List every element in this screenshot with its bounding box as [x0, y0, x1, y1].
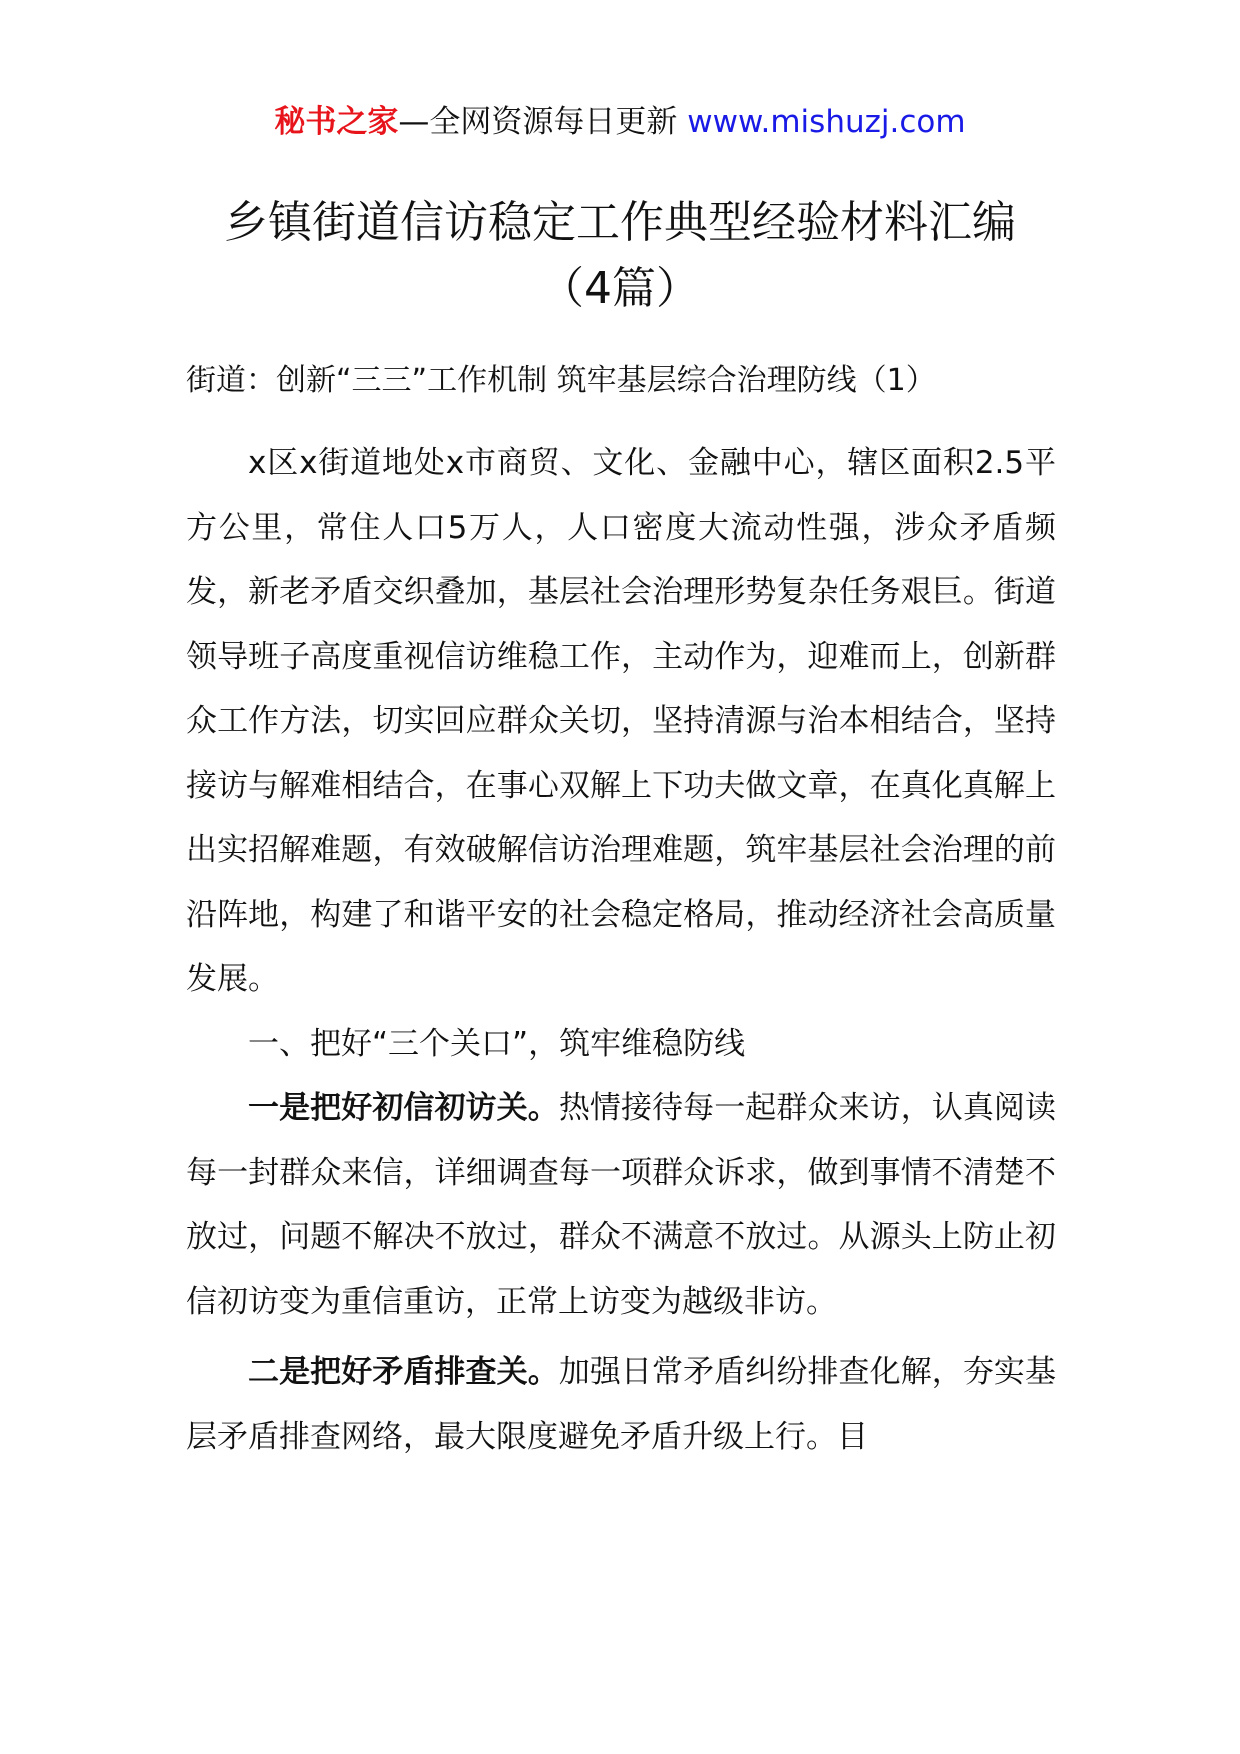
second-point-lead: 二是把好矛盾排查关。 — [248, 1354, 559, 1390]
article-heading: 街道：创新“三三”工作机制 筑牢基层综合治理防线（1） — [186, 363, 936, 398]
intro-paragraph: x区x街道地处x市商贸、文化、金融中心，辖区面积2.5平方公里，常住人口5万人，人口密度大流动性强，涉众矛盾频发，新老矛盾交织叠加，基层社会治理形势复杂任务艰巨。街道领导班子高度重视信访维稳工作，主动作为，迎难而上，创新群众工作方法，切实回应群众关切，坚持清源与治本相结合，坚持接访与解难相结合，在事心双解上下功夫做文章，在真化真解上出实招解难题，有效破解信访治理难题，筑牢基层社会治理的前沿阵地，构建了和谐平安的社会稳定格局，推动经济社会高质量发展。 — [186, 445, 1056, 997]
site-header-banner — [0, 100, 1240, 144]
header-tagline: —全网资源每日更新 — [398, 104, 678, 140]
document-title — [140, 190, 1100, 322]
paragraph-first-point — [186, 1076, 1056, 1334]
document-title-line-1: 乡镇街道信访稳定工作典型经验材料汇编 — [224, 197, 1016, 248]
section-heading-1: 一、把好“三个关口”，筑牢维稳防线 — [248, 1025, 746, 1062]
first-point-lead: 一是把好初信初访关。 — [248, 1090, 559, 1126]
brand-name: 秘书之家 — [274, 104, 399, 140]
document-body — [186, 431, 1056, 1469]
first-point-body: 热情接待每一起群众来访，认真阅读每一封群众来信，详细调查每一项群众诉求，做到事情不清楚不放过，问题不解决不放过，群众不满意不放过。从源头上防止初信初访变为重信重访，正常上访变为越级非访。 — [186, 1090, 1057, 1320]
site-url-link[interactable]: www.mishuzj.com — [687, 104, 966, 140]
second-point-body: 加强日常矛盾纠纷排查化解，夯实基层矛盾排查网络，最大限度避免矛盾升级上行。目 — [186, 1354, 1057, 1455]
document-title-line-2: （4篇） — [540, 263, 700, 314]
paragraph-second-point — [186, 1340, 1056, 1469]
